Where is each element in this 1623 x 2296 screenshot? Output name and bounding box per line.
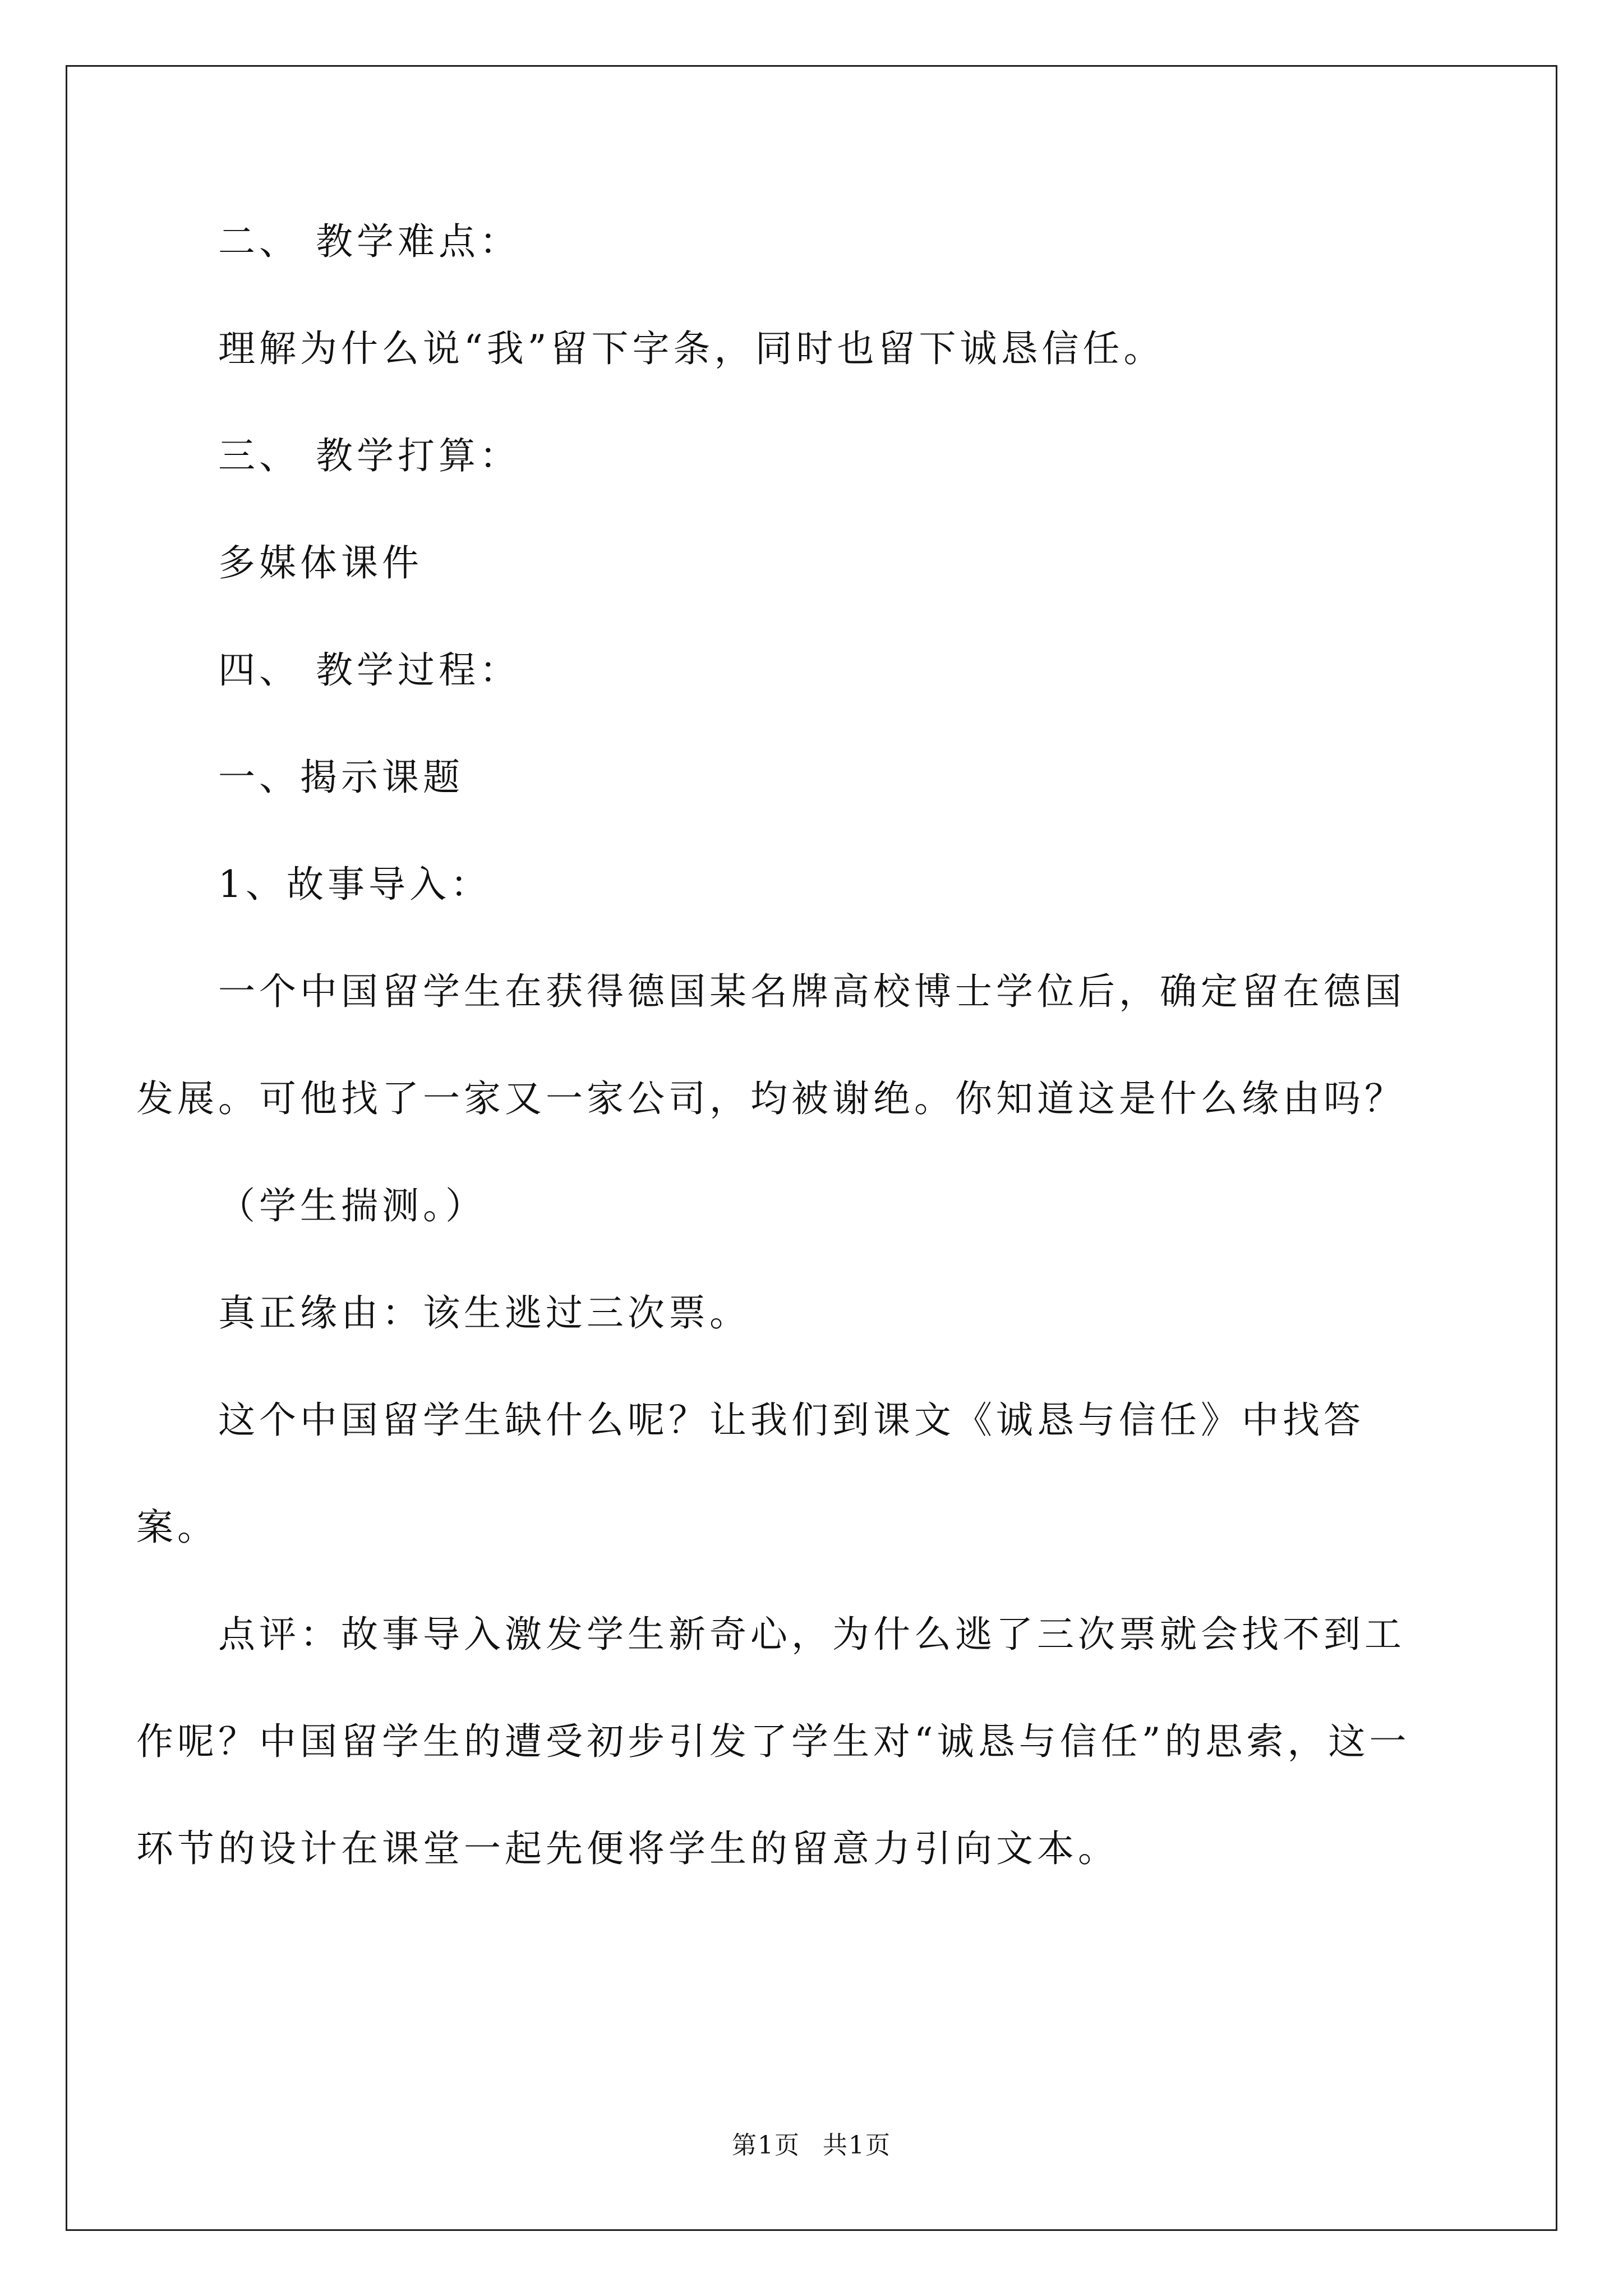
page-number: 第1页 [732, 2131, 800, 2160]
heading-teaching-preparation: 三、 教学打算： [218, 434, 520, 477]
page-total: 共1页 [823, 2131, 891, 2160]
document-body [136, 188, 1443, 1902]
heading-teaching-difficulty: 二、 教学难点： [218, 220, 520, 263]
subheading-reveal-topic: 一、揭示课题 [218, 756, 464, 799]
paragraph-true-reason: 真正缘由：该生逃过三次票。 [218, 1291, 750, 1335]
paragraph-preparation-detail: 多媒体课件 [218, 541, 423, 585]
heading-teaching-process: 四、 教学过程： [218, 648, 520, 692]
paragraph-student-guess: （学生揣测。） [218, 1184, 486, 1227]
page-footer [0, 2129, 1623, 2162]
paragraph-commentary: 点评：故事导入激发学生新奇心，为什么逃了三次票就会找不到工作呢？中国留学生的遭受初步引发了学生对“诚恳与信任”的思索，这一环节的设计在课堂一起先便将学生的留意力引向文本。 [136, 1613, 1410, 1870]
subheading-story-intro: 1、故事导入： [218, 863, 491, 906]
paragraph-question: 这个中国留学生缺什么呢？让我们到课文《诚恳与信任》中找答案。 [136, 1398, 1364, 1549]
paragraph-difficulty-detail: 理解为什么说“我”留下字条，同时也留下诚恳信任。 [218, 327, 1165, 370]
paragraph-story: 一个中国留学生在获得德国某名牌高校博士学位后，确定留在德国发展。可他找了一家又一家公司，均被谢绝。你知道这是什么缘由吗？ [136, 970, 1405, 1120]
